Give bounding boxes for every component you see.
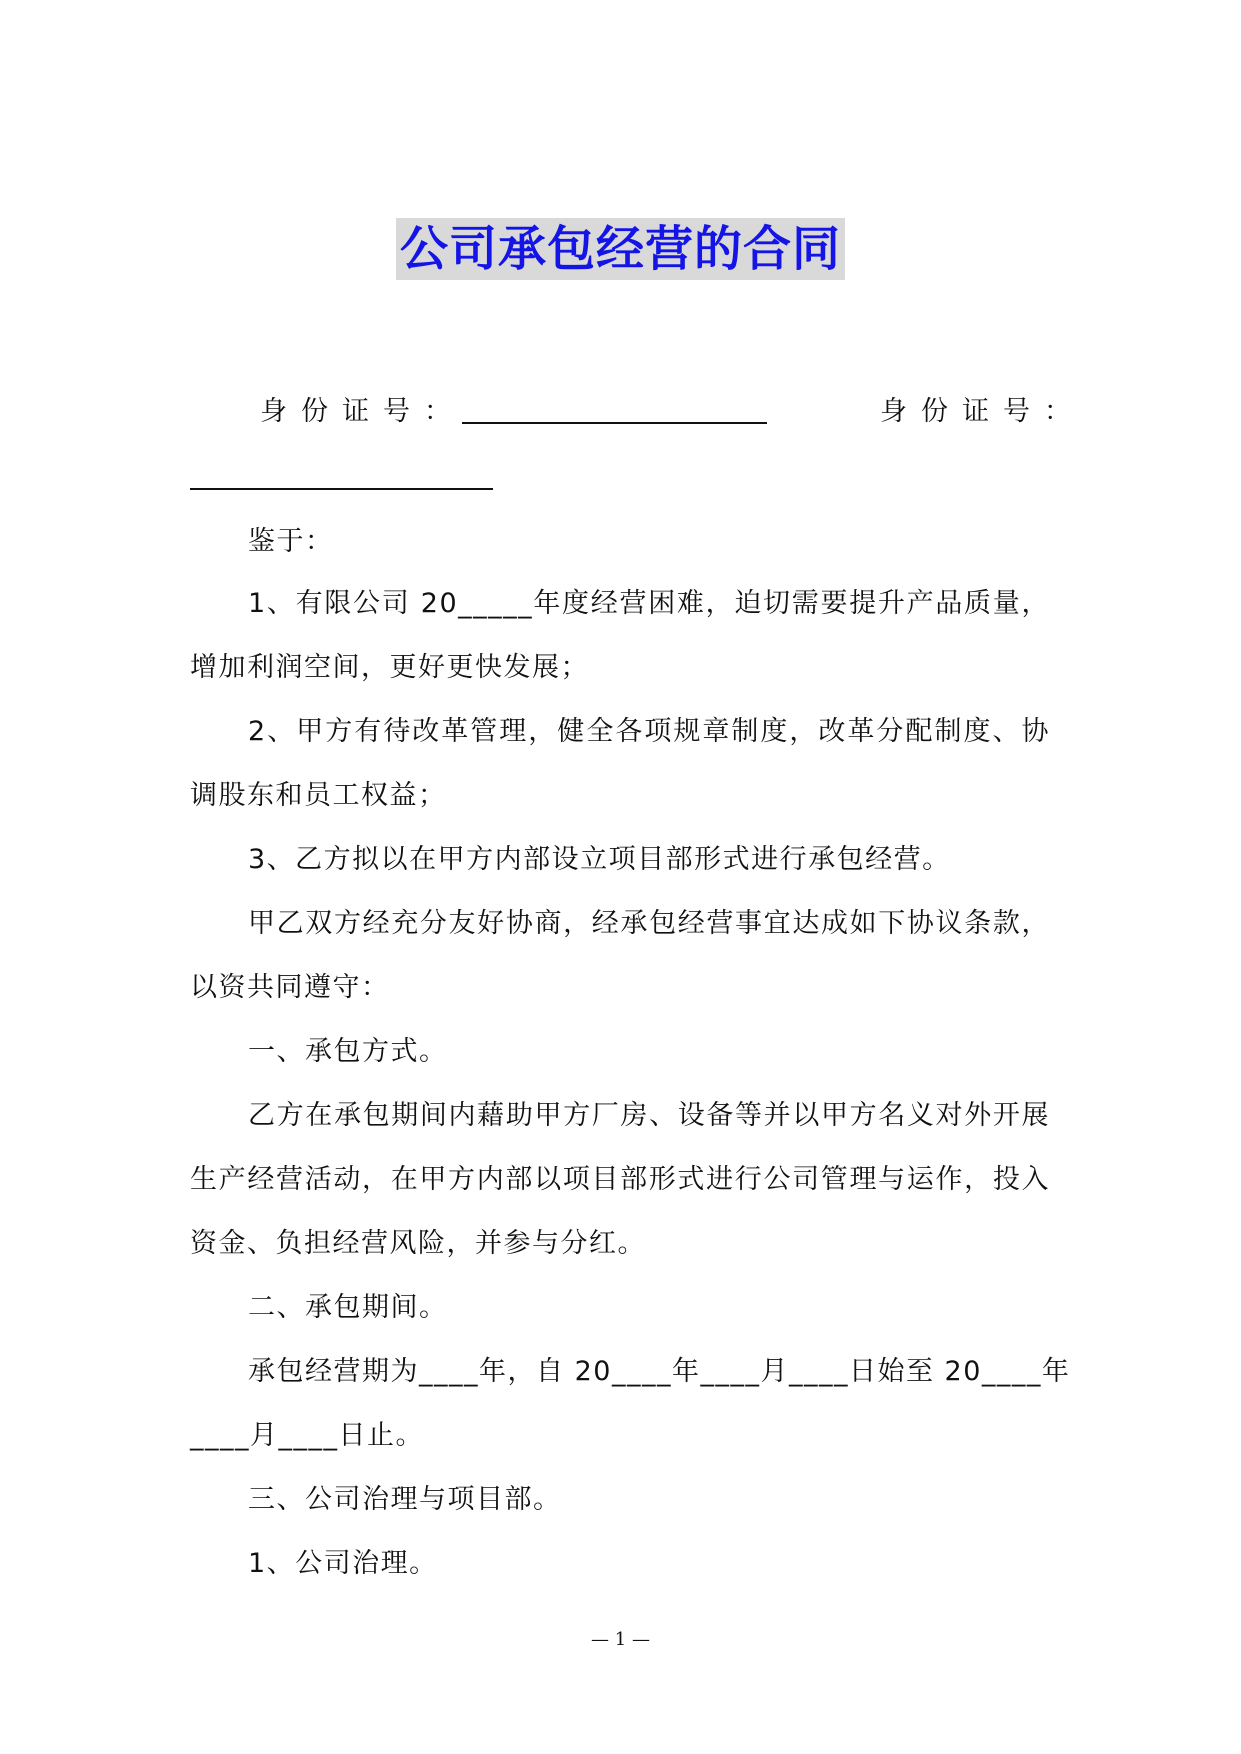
agreement-line2: 以资共同遵守： — [190, 972, 390, 1003]
id-label-text-2: 身份证号： — [880, 396, 1085, 427]
section1-line2: 生产经营活动，在甲方内部以项目部形式进行公司管理与运作，投入 — [190, 1164, 1050, 1195]
item3-line: 3、乙方拟以在甲方内部设立项目部形式进行承包经营。 — [248, 844, 951, 875]
recital-heading: 鉴于： — [248, 526, 334, 557]
section2-line1: 承包经营期为____年，自 20____年____月____日始至 20____年 — [248, 1356, 1071, 1387]
section1-heading: 一、承包方式。 — [248, 1036, 448, 1067]
id-number-label-1 — [260, 392, 465, 432]
section3-heading: 三、公司治理与项目部。 — [248, 1484, 562, 1515]
id-number-blank-1 — [462, 422, 767, 424]
section3-item1: 1、公司治理。 — [248, 1548, 438, 1579]
section2-line2: ____月____日止。 — [190, 1420, 424, 1451]
id-number-label-2 — [880, 392, 1085, 432]
id-number-blank-2 — [190, 488, 493, 490]
title-container — [0, 218, 1241, 280]
item2-line2: 调股东和员工权益； — [190, 780, 447, 811]
section1-line3: 资金、负担经营风险，并参与分红。 — [190, 1228, 646, 1259]
section1-line1: 乙方在承包期间内藉助甲方厂房、设备等并以甲方名义对外开展 — [248, 1100, 1050, 1131]
item1-line1: 1、有限公司 20_____年度经营困难，迫切需要提升产品质量， — [248, 588, 1050, 619]
section2-heading: 二、承包期间。 — [248, 1292, 448, 1323]
page-number: — 1 — — [591, 1629, 650, 1650]
agreement-line1: 甲乙双方经充分友好协商，经承包经营事宜达成如下协议条款， — [248, 908, 1050, 939]
id-label-text-1: 身份证号： — [260, 396, 465, 427]
item2-line1: 2、甲方有待改革管理，健全各项规章制度，改革分配制度、协 — [248, 716, 1050, 747]
item1-line2: 增加利润空间，更好更快发展； — [190, 652, 589, 683]
document-title: 公司承包经营的合同 — [396, 218, 845, 280]
